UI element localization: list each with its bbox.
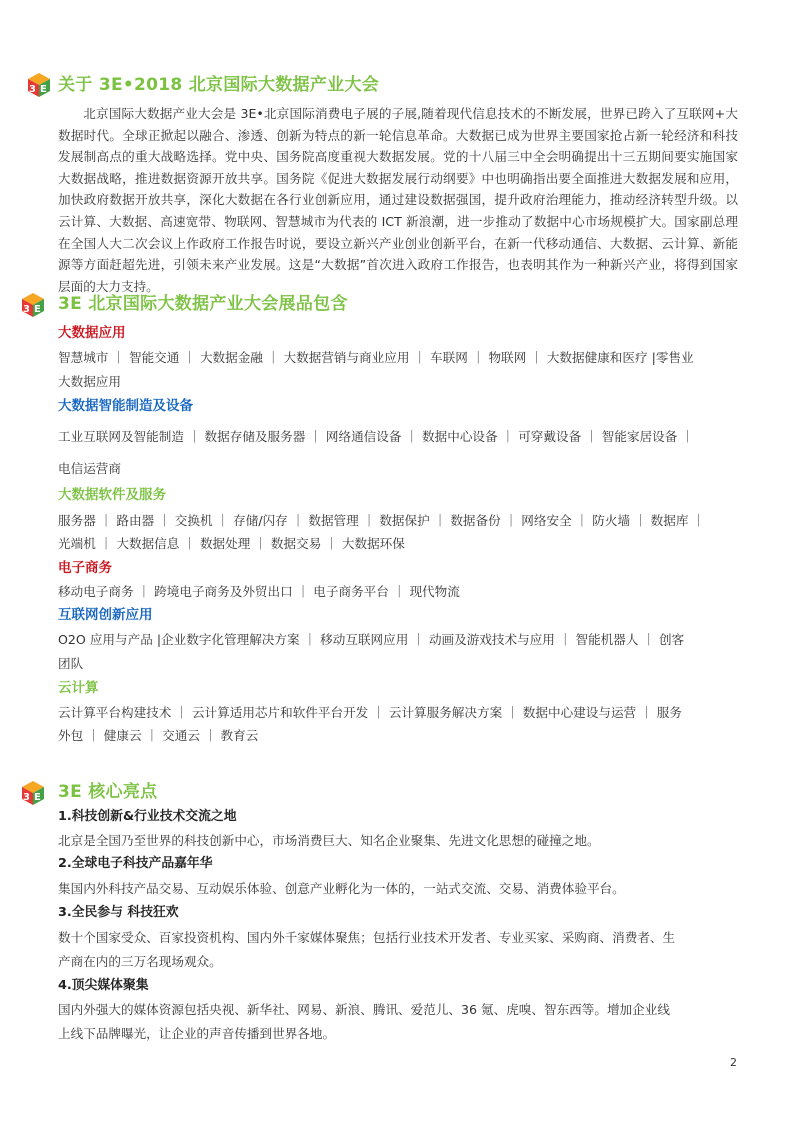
category-heading-software-services: 大数据软件及服务 [58, 487, 166, 503]
highlights-section-title: 3E 核心亮点 [58, 782, 158, 802]
svg-text:E: E [34, 304, 41, 315]
category-items-line: 智慧城市 ｜ 智能交通 ｜ 大数据金融 ｜ 大数据营销与商业应用 ｜ 车联网 ｜ 物联网 ｜ 大数据健康和医疗 |零售业 [58, 350, 694, 365]
highlight-text: 数十个国家受众、百家投资机构、国内外千家媒体聚焦；包括行业技术开发者、专业买家、采购商、消费者、生 [58, 930, 676, 945]
svg-text:3: 3 [29, 84, 36, 95]
category-items-line: 团队 [58, 656, 84, 671]
category-heading-cloud-computing: 云计算 [58, 680, 99, 696]
category-items-line: 大数据应用 [58, 374, 121, 389]
about-section-title: 关于 3E•2018 北京国际大数据产业大会 [58, 75, 380, 95]
about-paragraph: 北京国际大数据产业大会是 3E•北京国际消费电子展的子展,随着现代信息技术的不断发展，世界已跨入了互联网+大数据时代。全球正掀起以融合、渗透、创新为特点的新一轮信息革命。大数据已成为世界主要国家抢占新一轮经济和科技发展制高点的重大战略选择。党中央、国务院高度重视大数据发展。党的十八届三中全会明确提出十三五期间要实施国家大数据战略，推进数据资源开放共享。国务院《促进大数据发展行动纲要》中也明确指出要全面推进大数据发展和应用，加快政府数据开放共享，深化大数据在各行业创新应用，通过建设数据强国，提升政府治理能力，推动经济转型升级。以云计算、大数据、高速宽带、物联网、智慧城市为代表的 ICT 新浪潮，进一步推动了数据中心市场规模扩大。国家副总理在全国人大二次会议上作政府工作报告时说，要设立新兴产业创业创新平台，在新一代移动通信、大数据、云计算、新能源等方面赶超先进，引领未来产业发展。这是“大数据”首次进入政府工作报告，也表明其作为一种新兴产业，将得到国家层面的大力支持。 [58, 106, 738, 294]
highlight-text: 集国内外科技产品交易、互动娱乐体验、创意产业孵化为一体的，一站式交流、交易、消费体验平台。 [58, 881, 625, 896]
page-number: 2 [730, 1056, 737, 1069]
highlight-heading: 2.全球电子科技产品嘉年华 [58, 856, 213, 871]
highlight-heading: 1.科技创新&行业技术交流之地 [58, 809, 237, 824]
exhibits-section-title: 3E 北京国际大数据产业大会展品包含 [58, 294, 348, 314]
3e-cube-logo-icon [20, 292, 46, 318]
3e-cube-logo-icon [26, 72, 52, 98]
category-items-line: O2O 应用与产品 |企业数字化管理解决方案 ｜ 移动互联网应用 ｜ 动画及游戏技术与应用 ｜ 智能机器人 ｜ 创客 [58, 632, 685, 647]
3e-cube-logo-icon [20, 780, 46, 806]
category-items-line: 电信运营商 [58, 461, 121, 476]
category-heading-big-data-applications: 大数据应用 [58, 325, 126, 341]
category-items-line: 服务器 ｜ 路由器 ｜ 交换机 ｜ 存储/闪存 ｜ 数据管理 ｜ 数据保护 ｜ 数据备份 ｜ 网络安全 ｜ 防火墙 ｜ 数据库 ｜ [58, 513, 706, 528]
highlight-text: 产商在内的三万名现场观众。 [58, 954, 222, 969]
category-items-line: 外包 ｜ 健康云 ｜ 交通云 ｜ 教育云 [58, 728, 259, 743]
svg-text:3: 3 [23, 792, 30, 803]
category-items-line: 光端机 ｜ 大数据信息 ｜ 数据处理 ｜ 数据交易 ｜ 大数据环保 [58, 536, 405, 551]
category-items-line: 工业互联网及智能制造 ｜ 数据存储及服务器 ｜ 网络通信设备 ｜ 数据中心设备 ｜ 可穿戴设备 ｜ 智能家居设备 ｜ [58, 429, 694, 444]
svg-text:3: 3 [23, 304, 30, 315]
category-heading-e-commerce: 电子商务 [58, 560, 112, 576]
highlight-heading: 4.顶尖媒体聚集 [58, 978, 149, 993]
highlight-text: 上线下品牌曝光，让企业的声音传播到世界各地。 [58, 1026, 336, 1041]
category-items-line: 移动电子商务 ｜ 跨境电子商务及外贸出口 ｜ 电子商务平台 ｜ 现代物流 [58, 584, 460, 599]
svg-text:E: E [40, 84, 47, 95]
highlight-heading: 3.全民参与 科技狂欢 [58, 905, 179, 920]
highlight-text: 国内外强大的媒体资源包括央视、新华社、网易、新浪、腾讯、爱范儿、36 氪、虎嗅、智东西等。增加企业线 [58, 1002, 670, 1017]
category-heading-intelligent-manufacturing: 大数据智能制造及设备 [58, 398, 193, 414]
category-heading-internet-innovation: 互联网创新应用 [58, 607, 153, 623]
highlight-text: 北京是全国乃至世界的科技创新中心，市场消费巨大、知名企业聚集、先进文化思想的碰撞之地。 [58, 833, 600, 848]
svg-text:E: E [34, 792, 41, 803]
category-items-line: 云计算平台构建技术 ｜ 云计算适用芯片和软件平台开发 ｜ 云计算服务解决方案 ｜ 数据中心建设与运营 ｜ 服务 [58, 705, 682, 720]
